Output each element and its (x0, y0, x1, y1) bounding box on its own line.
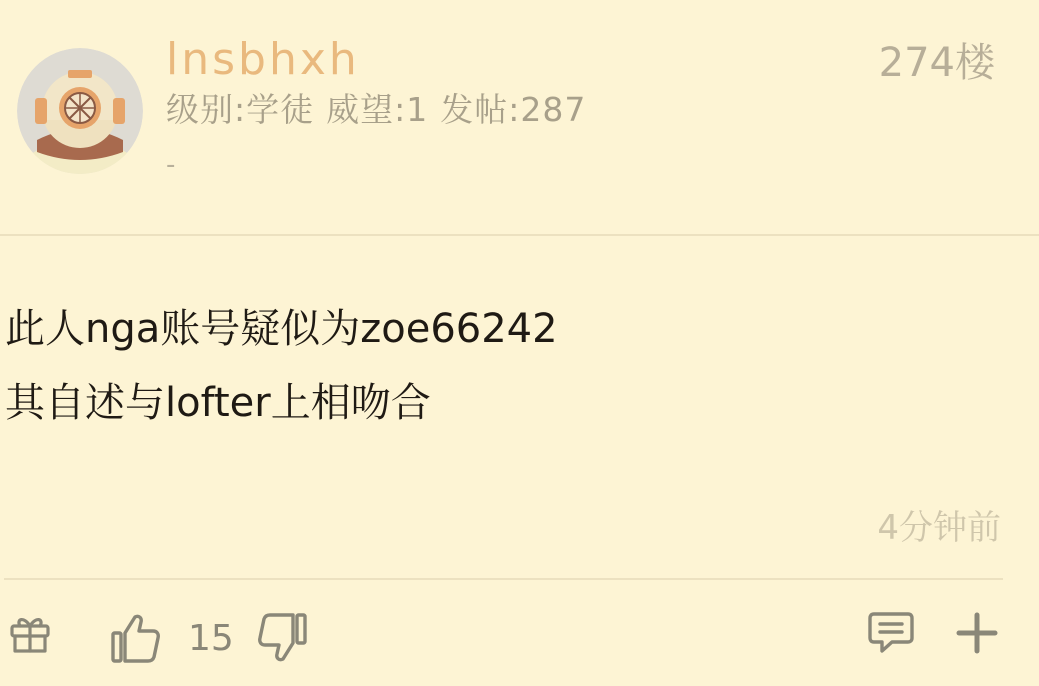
username[interactable]: lnsbhxh (166, 34, 360, 85)
like-count: 15 (188, 618, 234, 659)
footer-divider (4, 578, 1003, 580)
user-post-count: 发帖:287 (440, 90, 587, 129)
post-time: 4分钟前 (877, 508, 1001, 548)
header-divider (0, 234, 1039, 236)
plus-icon (954, 610, 1000, 656)
gift-icon (6, 610, 54, 658)
dislike-button[interactable] (254, 610, 310, 666)
post-content-line: 此人nga账号疑似为zoe66242 (5, 306, 558, 352)
comment-button[interactable] (864, 606, 918, 660)
diving-helmet-avatar-icon (17, 48, 143, 174)
user-meta (166, 92, 586, 128)
comment-icon (866, 608, 916, 658)
like-button[interactable] (108, 610, 164, 666)
avatar[interactable] (17, 48, 143, 174)
thumbs-down-icon (255, 611, 309, 665)
user-signature: - (166, 150, 176, 180)
user-level: 级别:学徒 (166, 90, 315, 129)
post-content-line: 其自述与lofter上相吻合 (5, 380, 431, 426)
user-prestige: 威望:1 (326, 90, 429, 129)
gift-button[interactable] (4, 608, 56, 660)
post-content (5, 292, 558, 440)
more-button[interactable] (952, 608, 1002, 658)
thumbs-up-icon (109, 611, 163, 665)
floor-number: 274楼 (878, 40, 995, 86)
